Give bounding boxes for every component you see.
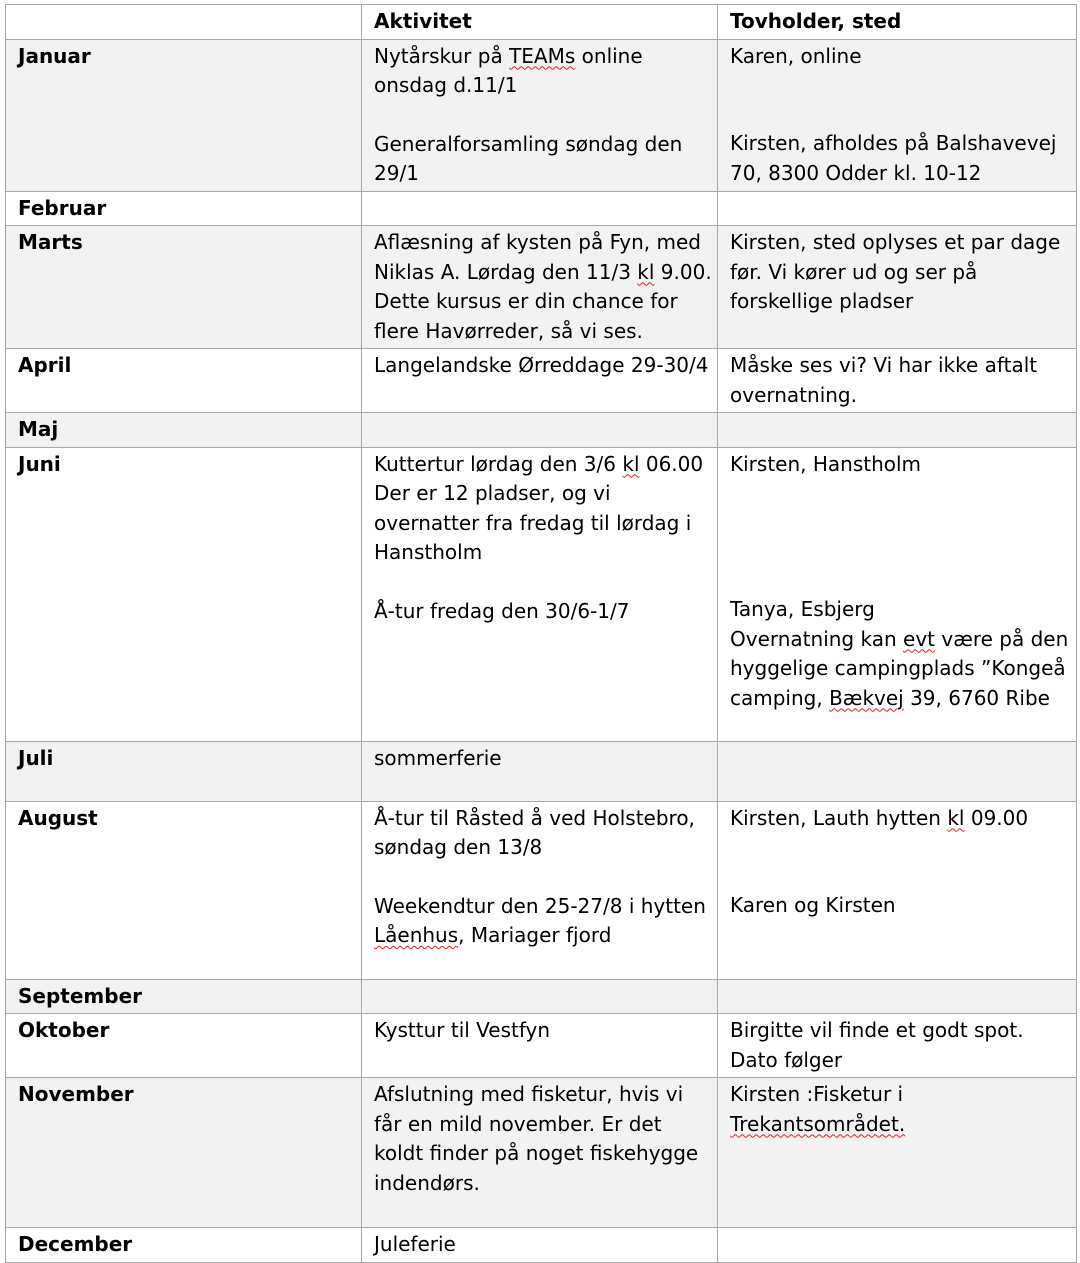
organizer-cell: [718, 741, 1077, 801]
table-row: [6, 1078, 1077, 1228]
activity-line: Kysttur til Vestfyn: [374, 1018, 551, 1042]
activity-line: koldt finder på noget fiskehygge: [374, 1141, 699, 1165]
month-cell: Februar: [6, 191, 362, 226]
organizer-line: overnatning.: [730, 382, 857, 407]
header-month-cell: [6, 5, 362, 40]
activity-cell: [362, 979, 718, 1014]
organizer-line: [730, 804, 1064, 834]
organizer-cell: [718, 447, 1077, 741]
spellcheck-flagged-word: Låenhus: [374, 923, 459, 947]
activity-line: Juleferie: [374, 1232, 456, 1256]
blank-line: [730, 508, 1064, 537]
organizer-line: Kirsten :Fisketur i: [730, 1082, 904, 1106]
text-run: camping,: [730, 685, 830, 710]
activity-line: Weekendtur den 25-27/8 i hytten: [374, 893, 706, 918]
table-row: [6, 349, 1077, 413]
text-run: Kuttertur lørdag den 3/6: [374, 451, 623, 476]
organizer-line: Birgitte vil finde et godt spot.: [730, 1018, 1024, 1042]
header-organizer-cell: Tovholder, sted: [718, 5, 1077, 40]
activity-line: Langelandske Ørreddage 29-30/4: [374, 353, 709, 377]
activity-line: Hanstholm: [374, 540, 483, 564]
spellcheck-flagged-word: TEAMs: [509, 43, 576, 68]
month-cell: Juli: [6, 741, 362, 801]
spellcheck-flagged-word: Trekantsområdet.: [730, 1111, 906, 1136]
blank-line: [730, 100, 1064, 129]
organizer-line: Tanya, Esbjerg: [730, 597, 875, 621]
activity-cell: [362, 413, 718, 448]
organizer-cell: [718, 226, 1077, 349]
organizer-line: Kirsten, sted oplyses et par dage: [730, 230, 1061, 254]
activity-line: Dette kursus er din chance for: [374, 289, 678, 313]
activity-cell: [362, 801, 718, 979]
text-run: 39, 6760 Ribe: [903, 685, 1050, 710]
blank-line: [730, 566, 1064, 595]
month-cell: November: [6, 1078, 362, 1228]
month-cell: September: [6, 979, 362, 1014]
activity-cell: [362, 1078, 718, 1228]
organizer-cell: [718, 349, 1077, 413]
blank-line: [730, 833, 1064, 862]
month-cell: Maj: [6, 413, 362, 448]
blank-line: [730, 71, 1064, 100]
activity-line: Generalforsamling søndag den: [374, 131, 683, 156]
activity-line: 29/1: [374, 161, 419, 185]
organizer-line: Karen og Kirsten: [730, 893, 896, 917]
table-row: [6, 1014, 1077, 1078]
activity-line: [374, 921, 705, 951]
text-run: Overnatning kan: [730, 626, 904, 651]
activity-line: Aflæsning af kysten på Fyn, med: [374, 230, 701, 254]
organizer-line: [730, 684, 1064, 714]
activity-cell: [362, 447, 718, 741]
activity-cell: [362, 39, 718, 191]
activity-line: Der er 12 pladser, og vi: [374, 481, 611, 505]
organizer-line: [730, 1110, 1064, 1140]
blank-line: [730, 537, 1064, 566]
activity-line: får en mild november. Er det: [374, 1111, 662, 1136]
activity-line: indendørs.: [374, 1170, 480, 1195]
activity-line: [374, 42, 705, 72]
organizer-line: hyggelige campingplads ”Kongeå: [730, 656, 1066, 680]
organizer-cell: [718, 801, 1077, 979]
table-row: [6, 39, 1077, 191]
table-row: [6, 979, 1077, 1014]
text-run: , Mariager fjord: [458, 923, 612, 947]
text-run: Kirsten, Lauth hytten: [730, 805, 948, 830]
text-run: online: [575, 43, 643, 68]
organizer-cell: [718, 1228, 1077, 1263]
activity-cell: [362, 191, 718, 226]
month-cell: Marts: [6, 226, 362, 349]
text-run: Nytårskur på: [374, 43, 510, 68]
organizer-line: før. Vi kører ud og ser på: [730, 259, 978, 284]
text-run: 09.00: [964, 805, 1029, 830]
organizer-line: [730, 625, 1069, 655]
organizer-line: 70, 8300 Odder kl. 10-12: [730, 160, 982, 185]
activity-line: Å-tur fredag den 30/6-1/7: [374, 598, 630, 623]
activity-line: onsdag d.11/1: [374, 73, 518, 97]
organizer-cell: [718, 191, 1077, 226]
activity-cell: [362, 226, 718, 349]
blank-line: [730, 479, 1064, 508]
activity-line: overnatter fra fredag til lørdag i: [374, 510, 692, 535]
table-row: [6, 801, 1077, 979]
activity-line: Afslutning med fisketur, hvis vi: [374, 1082, 684, 1106]
header-row: [6, 5, 1077, 40]
month-cell: Januar: [6, 39, 362, 191]
table-row: [6, 191, 1077, 226]
table-row: [6, 447, 1077, 741]
organizer-cell: [718, 979, 1077, 1014]
organizer-line: Dato følger: [730, 1047, 843, 1072]
organizer-line: Kirsten, afholdes på Balshavevej: [730, 131, 1057, 155]
activity-line: Å-tur til Råsted å ved Holstebro,: [374, 805, 695, 830]
blank-line: [730, 862, 1064, 891]
organizer-cell: [718, 39, 1077, 191]
spellcheck-flagged-word: kl: [622, 451, 640, 476]
month-cell: April: [6, 349, 362, 413]
activity-calendar-table: [5, 4, 1076, 1263]
table-row: [6, 413, 1077, 448]
activity-line: [374, 258, 712, 288]
activity-cell: [362, 349, 718, 413]
blank-line: [374, 568, 705, 597]
organizer-cell: [718, 413, 1077, 448]
spellcheck-flagged-word: kl: [637, 259, 655, 284]
blank-line: [374, 101, 705, 130]
organizer-cell: [718, 1014, 1077, 1078]
table-row: [6, 1228, 1077, 1263]
header-activity-cell: Aktivitet: [362, 5, 718, 40]
activity-cell: [362, 1014, 718, 1078]
activity-line: søndag den 13/8: [374, 835, 543, 859]
spellcheck-flagged-word: kl: [947, 805, 965, 830]
month-cell: December: [6, 1228, 362, 1263]
month-cell: Oktober: [6, 1014, 362, 1078]
organizer-line: Kirsten, Hanstholm: [730, 451, 922, 476]
activity-cell: [362, 741, 718, 801]
organizer-line: Måske ses vi? Vi har ikke aftalt: [730, 353, 1038, 377]
table-row: [6, 226, 1077, 349]
spellcheck-flagged-word: Bækvej: [829, 685, 904, 710]
organizer-line: forskellige pladser: [730, 289, 914, 313]
organizer-cell: [718, 1078, 1077, 1228]
activity-line: flere Havørreder, så vi ses.: [374, 318, 643, 343]
activity-cell: [362, 1228, 718, 1263]
text-run: være på den: [935, 626, 1069, 651]
text-run: 9.00.: [654, 259, 712, 284]
blank-line: [374, 863, 705, 892]
text-run: 06.00: [639, 451, 704, 476]
month-cell: Juni: [6, 447, 362, 741]
organizer-line: Karen, online: [730, 43, 862, 68]
activity-line: sommerferie: [374, 745, 502, 770]
month-cell: August: [6, 801, 362, 979]
activity-line: [374, 450, 705, 480]
table-row: [6, 741, 1077, 801]
text-run: Niklas A. Lørdag den 11/3: [374, 259, 638, 284]
spellcheck-flagged-word: evt: [903, 626, 935, 651]
